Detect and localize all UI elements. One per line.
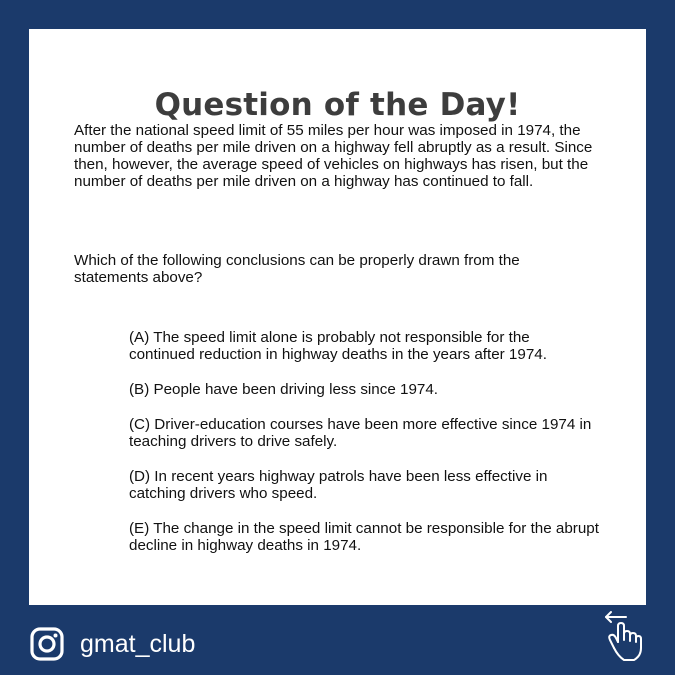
swipe-hand-icon[interactable] [598,610,646,666]
footer [0,605,675,675]
option-d: (D) In recent years highway patrols have been less effective in catching drivers who speed. [129,468,548,502]
question-stem: Which of the following conclusions can be properly drawn from the statements above? [74,252,520,286]
answer-options [129,329,599,572]
instagram-handle[interactable]: gmat_club [80,630,196,658]
instagram-icon [30,627,64,661]
option-c: (C) Driver-education courses have been more effective since 1974 in teaching drivers to drive safely. [129,416,592,450]
question-card [29,29,646,605]
option-b: (B) People have been driving less since 1974. [129,381,439,398]
page-title: Question of the Day! [154,87,521,123]
option-e: (E) The change in the speed limit cannot be responsible for the abrupt decline in highway deaths in 1974. [129,520,599,554]
question-passage: After the national speed limit of 55 miles per hour was imposed in 1974, the number of deaths per mile driven on a highway fell abruptly as a result. Since then, however, the average speed of vehicles on highways has risen, but the number of deaths per mile driven on a highway has continued to fall. [74,122,593,190]
option-a: (A) The speed limit alone is probably not responsible for the continued reduction in highway deaths in the years after 1974. [129,329,547,363]
